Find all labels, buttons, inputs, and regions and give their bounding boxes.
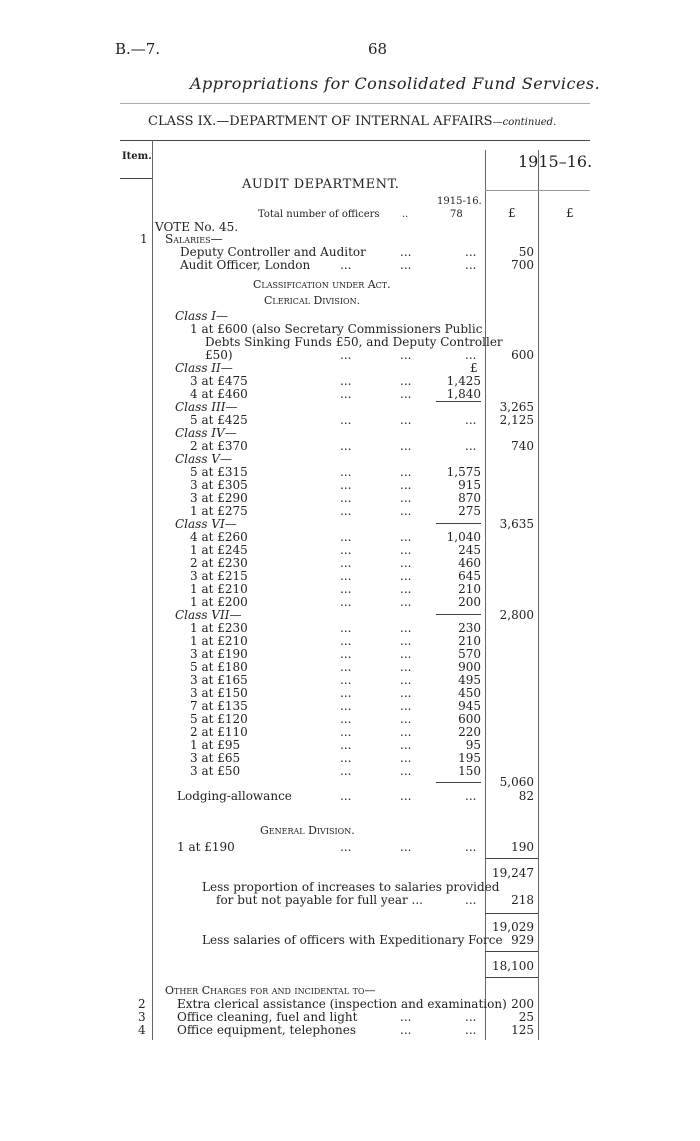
less-expeditionary-line: Less salaries of officers with Expeditionary Force: [202, 933, 503, 947]
sub-amount: 645: [458, 569, 481, 583]
leader-dots: ...: [400, 465, 412, 479]
subtotal-rule: [436, 401, 481, 402]
class-heading-iii: Class III—: [175, 400, 238, 414]
leader-dots: ...: [400, 530, 412, 544]
leader-dots: ...: [340, 647, 352, 661]
less-increases-line: for but not payable for full year ...: [216, 893, 423, 907]
list-item: 5 at £120: [190, 712, 248, 726]
net-total: 18,100: [492, 959, 534, 973]
list-item: 2 at £110: [190, 725, 248, 739]
sub-amount: 1,575: [446, 465, 481, 479]
leader-dots: ...: [340, 738, 352, 752]
subtotal-amount: 19,029: [492, 920, 534, 934]
subtotal-rule: [436, 614, 481, 615]
year-heading: 1915–16.: [518, 152, 593, 171]
leader-dots: ...: [400, 764, 412, 778]
total-officers-value: 78: [450, 209, 463, 220]
leader-dots: ...: [465, 439, 477, 453]
amount: 82: [518, 789, 534, 803]
item-number: 3: [138, 1010, 146, 1024]
list-item: 4 at £460: [190, 387, 248, 401]
class-total: 2,800: [499, 608, 534, 622]
list-item: 1 at £95: [190, 738, 241, 752]
total-rule: [485, 951, 538, 952]
leader-dots: ...: [400, 840, 412, 854]
leader-dots: ...: [400, 751, 412, 765]
amount: 25: [518, 1010, 534, 1024]
sub-amount: 460: [458, 556, 481, 570]
leader-dots: ...: [400, 1023, 412, 1037]
leader-dots: ...: [400, 245, 412, 259]
leader-dots: ...: [340, 699, 352, 713]
list-item: 5 at £315: [190, 465, 248, 479]
money-column-rule-2: [538, 150, 539, 1040]
leader-dots: ...: [400, 478, 412, 492]
salaries-heading: Salaries—: [165, 232, 223, 246]
list-item: 1 at £230: [190, 621, 248, 635]
amount: 190: [511, 840, 534, 854]
pound-sign: £: [470, 361, 478, 375]
item-column-rule: [152, 140, 153, 1040]
leader-dots: ...: [400, 660, 412, 674]
amount: 2,125: [499, 413, 534, 427]
list-item: 4 at £260: [190, 530, 248, 544]
class-heading-vi: Class VI—: [175, 517, 237, 531]
pound-column-2: £: [566, 206, 574, 220]
list-item: 3 at £150: [190, 686, 248, 700]
item-number: 4: [138, 1023, 146, 1037]
class-heading-vii: Class VII—: [175, 608, 242, 622]
leader-dots: ...: [465, 1010, 477, 1024]
leader-dots: ...: [400, 738, 412, 752]
leader-dots: ...: [340, 725, 352, 739]
leader-dots: ...: [340, 465, 352, 479]
sub-amount: 945: [458, 699, 481, 713]
list-item: 2 at £370: [190, 439, 248, 453]
deduction-amount: 218: [511, 893, 534, 907]
leader-dots: ...: [400, 712, 412, 726]
item-column-label: Item.: [122, 151, 152, 162]
list-item: 1 at £200: [190, 595, 248, 609]
leader-dots: ...: [400, 374, 412, 388]
sub-amount: 200: [458, 595, 481, 609]
list-item: Audit Officer, London: [180, 258, 311, 272]
class-heading-iv: Class IV—: [175, 426, 237, 440]
leader-dots: ...: [340, 764, 352, 778]
class-total: 3,265: [499, 400, 534, 414]
list-item: Extra clerical assistance (inspection and examination): [177, 997, 507, 1011]
header-rule: [120, 103, 590, 104]
sub-amount: 210: [458, 634, 481, 648]
sub-amount: 495: [458, 673, 481, 687]
leader-dots: ...: [400, 556, 412, 570]
item-header-rule: [120, 178, 152, 179]
sub-amount: 915: [458, 478, 481, 492]
leader-dots: ...: [400, 686, 412, 700]
table-top-rule: [120, 140, 590, 141]
leader-dots: ...: [400, 387, 412, 401]
leader-dots: ...: [340, 478, 352, 492]
leader-dots: ...: [400, 348, 412, 362]
total-officers-leader: ..: [402, 209, 409, 220]
leader-dots: ...: [400, 789, 412, 803]
sub-amount: 150: [458, 764, 481, 778]
sub-amount: 210: [458, 582, 481, 596]
leader-dots: ...: [340, 374, 352, 388]
list-item: 1 at £210: [190, 634, 248, 648]
list-item: 3 at £65: [190, 751, 241, 765]
sub-amount: 220: [458, 725, 481, 739]
list-item: 3 at £215: [190, 569, 248, 583]
leader-dots: ...: [340, 751, 352, 765]
list-item: 3 at £165: [190, 673, 248, 687]
list-item: 5 at £180: [190, 660, 248, 674]
class-i-line: £50): [205, 348, 233, 362]
amount: 50: [518, 245, 534, 259]
subtotal-rule: [436, 523, 481, 524]
leader-dots: ...: [465, 245, 477, 259]
leader-dots: ...: [400, 543, 412, 557]
leader-dots: ...: [340, 530, 352, 544]
leader-dots: ...: [400, 595, 412, 609]
sub-amount: 570: [458, 647, 481, 661]
class-i-line: 1 at £600 (also Secretary Commissioners Public: [190, 322, 483, 336]
document-reference: B.—7.: [115, 40, 161, 58]
leader-dots: ...: [400, 634, 412, 648]
list-item: 3 at £190: [190, 647, 248, 661]
leader-dots: ...: [340, 556, 352, 570]
leader-dots: ...: [400, 647, 412, 661]
item-number: 2: [138, 997, 146, 1011]
sub-amount: 1,425: [446, 374, 481, 388]
class-total: 3,635: [499, 517, 534, 531]
department-heading: AUDIT DEPARTMENT.: [242, 177, 400, 192]
leader-dots: ...: [400, 621, 412, 635]
list-item: Deputy Controller and Auditor: [180, 245, 366, 259]
list-item: 3 at £305: [190, 478, 248, 492]
running-title: Appropriations for Consolidated Fund Services.: [190, 74, 601, 93]
leader-dots: ...: [340, 258, 352, 272]
deduction-amount: 929: [511, 933, 534, 947]
leader-dots: ...: [340, 582, 352, 596]
class-heading-ii: Class II—: [175, 361, 233, 375]
leader-dots: ...: [400, 504, 412, 518]
sub-amount: 900: [458, 660, 481, 674]
leader-dots: ...: [400, 439, 412, 453]
class-i-line: Debts Sinking Funds £50, and Deputy Controller: [205, 335, 503, 349]
class-heading-v: Class V—: [175, 452, 232, 466]
leader-dots: ...: [340, 543, 352, 557]
officers-year: 1915-16.: [437, 196, 482, 207]
leader-dots: ...: [340, 413, 352, 427]
leader-dots: ...: [340, 634, 352, 648]
leader-dots: ...: [465, 789, 477, 803]
amount: 125: [511, 1023, 534, 1037]
total-rule: [485, 858, 538, 859]
class-heading-i: Class I—: [175, 309, 229, 323]
leader-dots: ...: [340, 439, 352, 453]
amount: 200: [511, 997, 534, 1011]
sub-amount: 1,040: [446, 530, 481, 544]
sub-amount: 195: [458, 751, 481, 765]
sub-amount: 230: [458, 621, 481, 635]
leader-dots: ...: [400, 673, 412, 687]
lodging-allowance: Lodging-allowance: [177, 789, 292, 803]
list-item: 3 at £290: [190, 491, 248, 505]
leader-dots: ...: [340, 660, 352, 674]
leader-dots: ...: [340, 504, 352, 518]
leader-dots: ...: [340, 840, 352, 854]
general-division-heading: General Division.: [260, 824, 355, 837]
less-increases-line: Less proportion of increases to salaries provided: [202, 880, 500, 894]
item-number: 1: [140, 232, 148, 246]
class-total: 5,060: [499, 775, 534, 789]
leader-dots: ...: [340, 621, 352, 635]
leader-dots: ...: [400, 725, 412, 739]
leader-dots: ...: [340, 348, 352, 362]
list-item: 1 at £210: [190, 582, 248, 596]
leader-dots: ...: [465, 348, 477, 362]
classification-heading: Classification under Act.: [253, 278, 391, 291]
leader-dots: ...: [400, 699, 412, 713]
leader-dots: ...: [465, 1023, 477, 1037]
sub-amount: 870: [458, 491, 481, 505]
subtotal-rule: [436, 782, 481, 783]
list-item: Office cleaning, fuel and light: [177, 1010, 358, 1024]
sub-amount: 95: [465, 738, 481, 752]
clerical-heading: Clerical Division.: [264, 294, 361, 307]
leader-dots: ...: [400, 258, 412, 272]
total-rule: [485, 977, 538, 978]
leader-dots: ...: [340, 387, 352, 401]
sub-amount: 245: [458, 543, 481, 557]
list-item: 3 at £50: [190, 764, 241, 778]
pound-column-1: £: [508, 206, 516, 220]
list-item: 1 at £275: [190, 504, 248, 518]
leader-dots: ...: [340, 686, 352, 700]
total-rule: [485, 913, 538, 914]
amount: 700: [511, 258, 534, 272]
leader-dots: ...: [465, 413, 477, 427]
sub-amount: 600: [458, 712, 481, 726]
page-number: 68: [368, 40, 388, 58]
leader-dots: ...: [465, 893, 477, 907]
list-item: Office equipment, telephones: [177, 1023, 357, 1037]
sub-amount: 1,840: [446, 387, 481, 401]
leader-dots: ...: [465, 258, 477, 272]
leader-dots: ...: [340, 595, 352, 609]
leader-dots: ...: [400, 582, 412, 596]
leader-dots: ...: [400, 1010, 412, 1024]
leader-dots: ...: [400, 491, 412, 505]
list-item: 3 at £475: [190, 374, 248, 388]
leader-dots: ...: [340, 789, 352, 803]
list-item: 1 at £190: [177, 840, 235, 854]
leader-dots: ...: [340, 712, 352, 726]
amount: 740: [511, 439, 534, 453]
list-item: 5 at £425: [190, 413, 248, 427]
leader-dots: ...: [400, 413, 412, 427]
list-item: 1 at £245: [190, 543, 248, 557]
leader-dots: ...: [340, 673, 352, 687]
list-item: 2 at £230: [190, 556, 248, 570]
other-charges-heading: Other Charges for and incidental to—: [165, 984, 376, 997]
vote-number: VOTE No. 45.: [155, 220, 239, 234]
list-item: 7 at £135: [190, 699, 248, 713]
subtotal-amount: 19,247: [492, 866, 534, 880]
class-heading: CLASS IX.—DEPARTMENT OF INTERNAL AFFAIRS—continued.: [148, 114, 557, 129]
sub-amount: 450: [458, 686, 481, 700]
year-header-rule: [485, 190, 590, 191]
leader-dots: ...: [340, 491, 352, 505]
sub-amount: 275: [458, 504, 481, 518]
leader-dots: ...: [340, 569, 352, 583]
total-officers-label: Total number of officers: [258, 209, 380, 220]
amount: 600: [511, 348, 534, 362]
leader-dots: ...: [465, 840, 477, 854]
leader-dots: ...: [400, 569, 412, 583]
